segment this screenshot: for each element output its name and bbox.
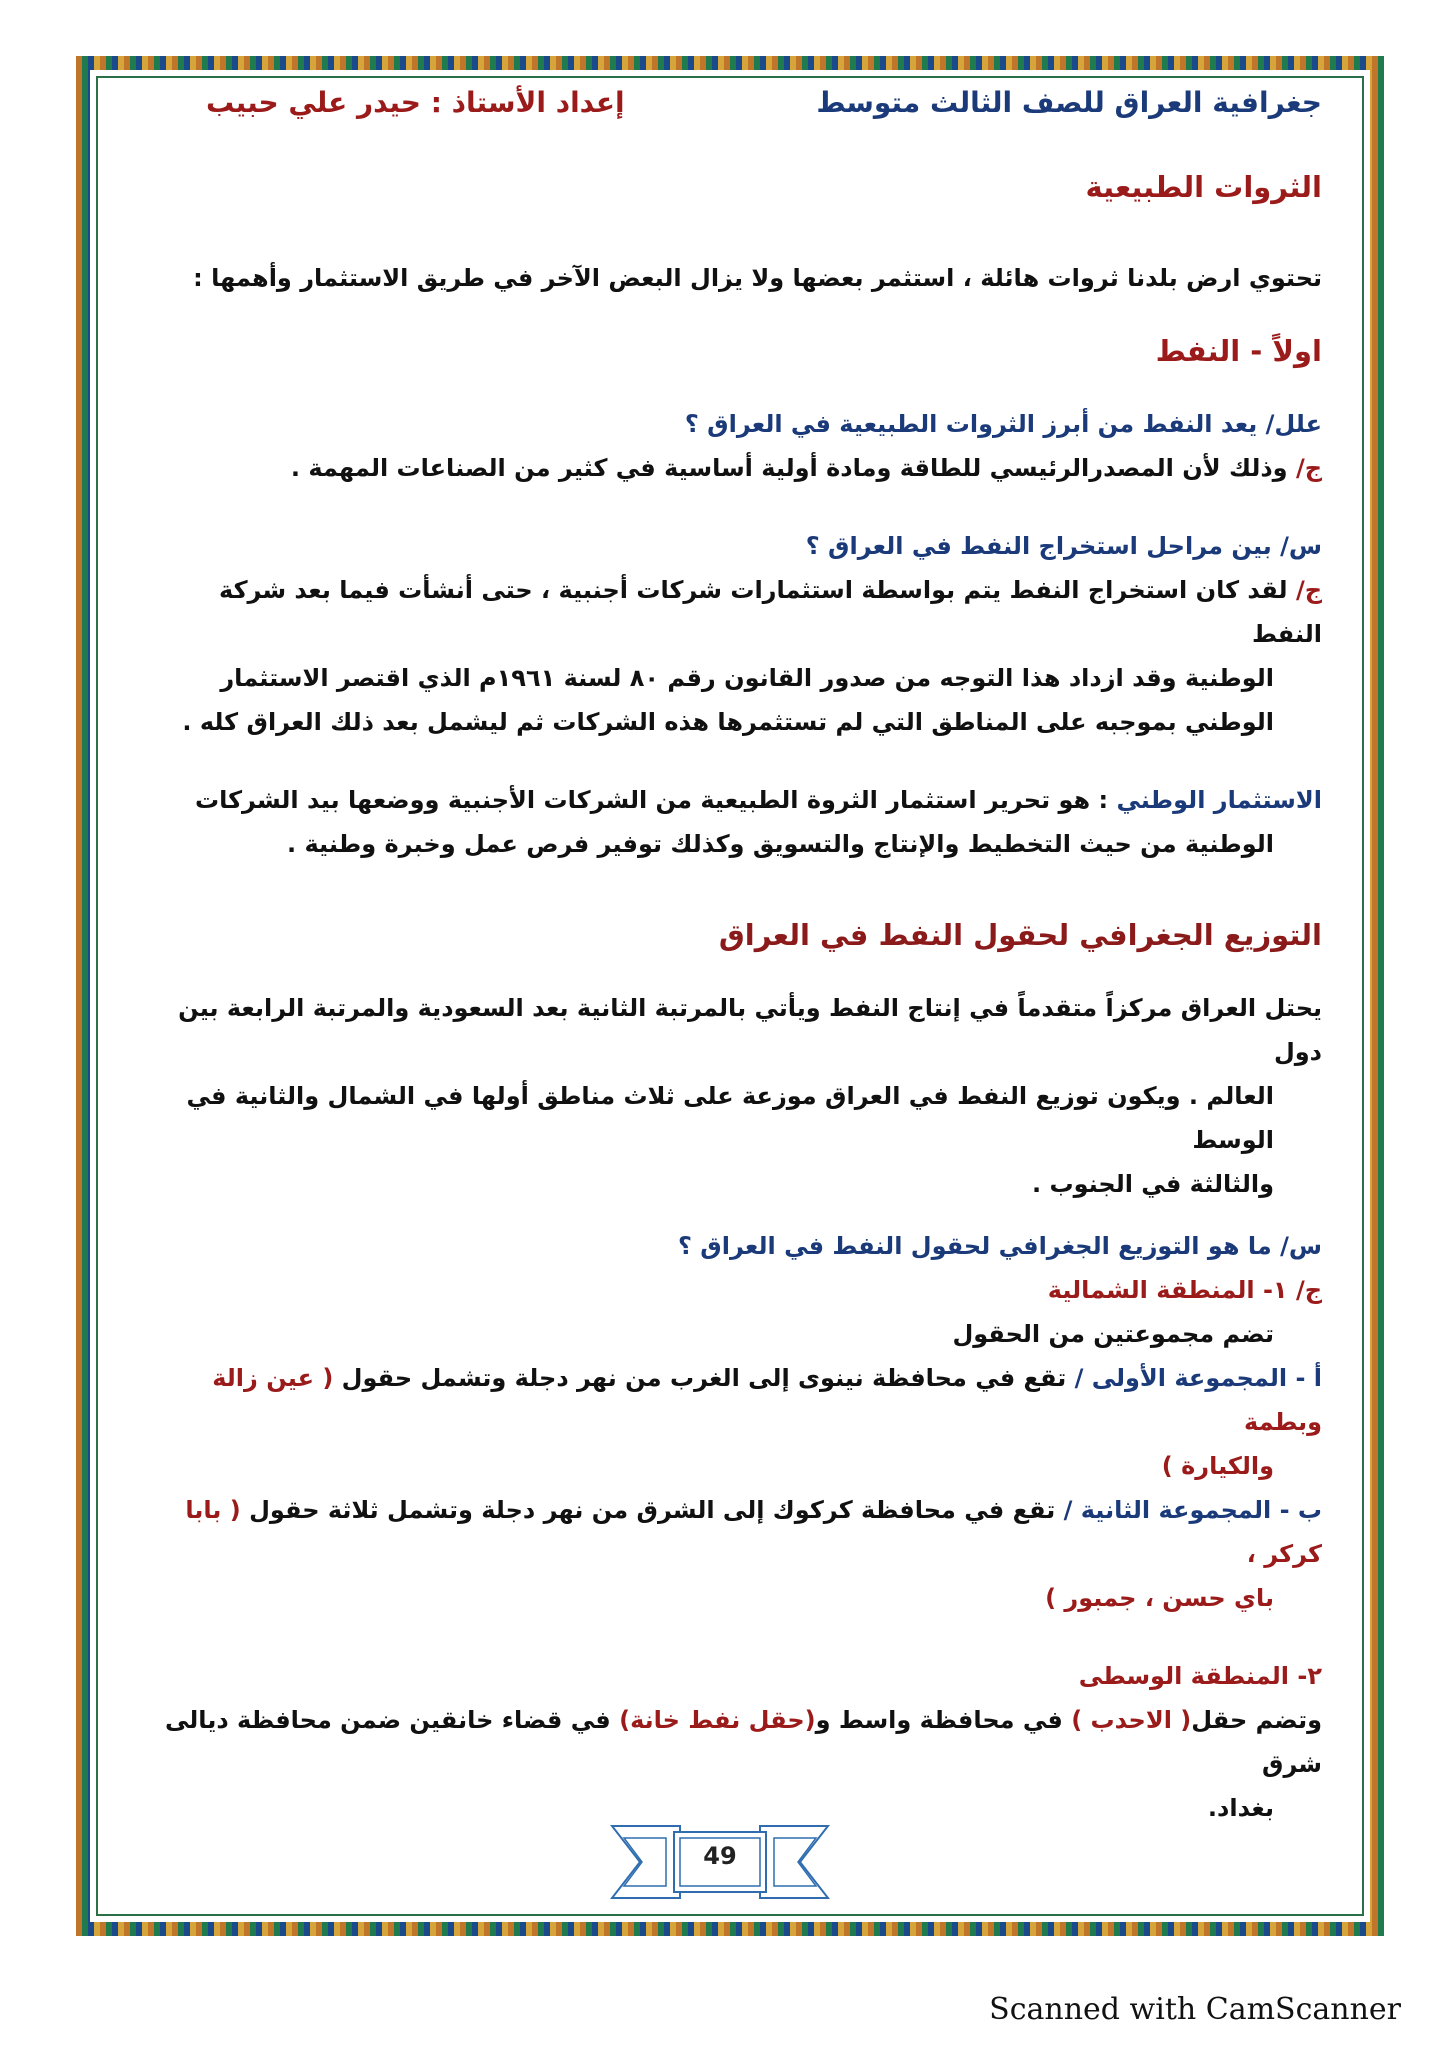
section-heading-oil-distribution: التوزيع الجغرافي لحقول النفط في العراق — [718, 918, 1322, 952]
answer-2-line-1: ج/ لقد كان استخراج النفط يتم بواسطة استثمارات شركات أجنبية ، حتى أنشأت فيما بعد شركة النفط — [219, 576, 1322, 648]
region-2-heading: ٢- المنطقة الوسطى — [1078, 1662, 1322, 1690]
page-number-ribbon — [610, 1820, 830, 1904]
distribution-line-2: العالم . ويكون توزيع النفط في العراق موزعة على ثلاث مناطق أولها في الشمال والثانية في الوسط — [186, 1082, 1274, 1154]
region-2-line-1: وتضم حقل( الاحدب ) في محافظة واسط و(حقل نفط خانة) في قضاء خانقين ضمن محافظة ديالى شرق — [165, 1706, 1322, 1778]
answer-label: ج/ — [1295, 454, 1322, 482]
page-header — [150, 78, 1322, 136]
scanner-watermark: Scanned with CamScanner — [989, 1992, 1401, 2027]
intro-paragraph: تحتوي ارض بلدنا ثروات هائلة ، استثمر بعضها ولا يزال البعض الآخر في طريق الاستثمار وأهمها : — [193, 264, 1322, 292]
question-2: س/ بين مراحل استخراج النفط في العراق ؟ — [805, 532, 1322, 560]
group-a-line-2: والكيارة ) — [1161, 1452, 1274, 1480]
region-1-heading: ج/ ١- المنطقة الشمالية — [1047, 1276, 1322, 1304]
page-content — [150, 78, 1322, 1838]
answer-1: ج/ وذلك لأن المصدرالرئيسي للطاقة ومادة أولية أساسية في كثير من الصناعات المهمة . — [290, 454, 1322, 482]
definition-line-2: الوطنية من حيث التخطيط والإنتاج والتسويق وكذلك توفير فرص عمل وخبرة وطنية . — [287, 830, 1274, 858]
answer-2-line-3: الوطني بموجبه على المناطق التي لم تستثمرها هذه الشركات ثم ليشمل بعد ذلك العراق كله . — [182, 708, 1274, 736]
group-b-line-1: ب - المجموعة الثانية / تقع في محافظة كركوك إلى الشرق من نهر دجلة وتشمل ثلاثة حقول ( بابا كركر ، — [185, 1496, 1322, 1568]
definition-term: الاستثمار الوطني — [1116, 786, 1322, 814]
header-title: جغرافية العراق للصف الثالث متوسط — [816, 86, 1322, 119]
answer-2-line-2: الوطنية وقد ازداد هذا التوجه من صدور القانون رقم ٨٠ لسنة ١٩٦١م الذي اقتصر الاستثمار — [220, 664, 1274, 692]
definition-line-1: الاستثمار الوطني : هو تحرير استثمار الثروة الطبيعية من الشركات الأجنبية ووضعها بيد الشركات — [194, 786, 1322, 814]
distribution-line-3: والثالثة في الجنوب . — [1031, 1170, 1274, 1198]
region-1-intro: تضم مجموعتين من الحقول — [952, 1320, 1274, 1348]
section-heading-natural-resources: الثروات الطبيعية — [1085, 170, 1322, 204]
question-1: علل/ يعد النفط من أبرز الثروات الطبيعية في العراق ؟ — [684, 410, 1322, 438]
page-number: 49 — [703, 1842, 737, 1870]
question-3: س/ ما هو التوزيع الجغرافي لحقول النفط في العراق ؟ — [678, 1232, 1322, 1260]
group-a-line-1: أ - المجموعة الأولى / تقع في محافظة نينوى إلى الغرب من نهر دجلة وتشمل حقول ( عين زالة وبطمة — [212, 1364, 1322, 1436]
region-2-line-2: بغداد. — [1207, 1794, 1274, 1822]
group-b-line-2: باي حسن ، جمبور ) — [1045, 1584, 1274, 1612]
header-author: إعداد الأستاذ : حيدر علي حبيب — [206, 86, 625, 119]
subheading-oil: اولاً - النفط — [1155, 334, 1322, 368]
distribution-line-1: يحتل العراق مركزاً متقدماً في إنتاج النفط ويأتي بالمرتبة الثانية بعد السعودية والمرتبة الرابعة بين دول — [178, 994, 1322, 1066]
